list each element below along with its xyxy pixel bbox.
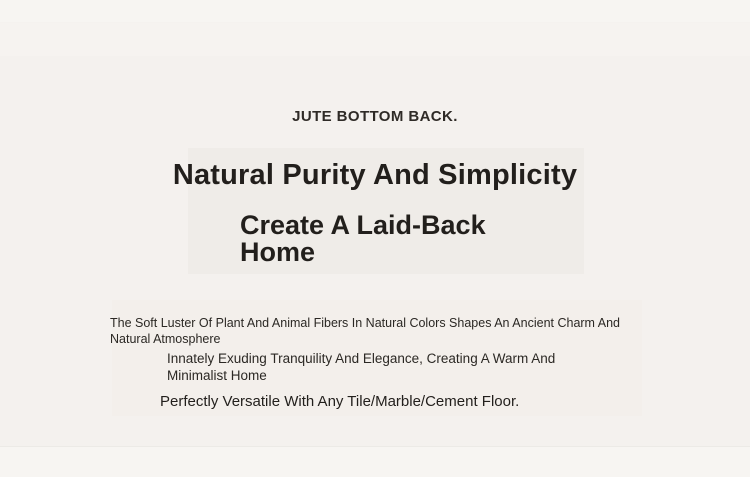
headline-primary: Natural Purity And Simplicity (172, 159, 578, 191)
body-text-fibers: The Soft Luster Of Plant And Animal Fibers In Natural Colors Shapes An Ancient Charm And Natural Atmosphere (110, 316, 620, 347)
eyebrow-label: JUTE BOTTOM BACK. (292, 108, 458, 125)
headline-secondary: Create A Laid-Back Home (240, 210, 486, 267)
body-text-versatility: Perfectly Versatile With Any Tile/Marble/Cement Floor. (160, 393, 520, 410)
body-text-tranquility: Innately Exuding Tranquility And Elegance, Creating A Warm And Minimalist Home (167, 351, 556, 384)
